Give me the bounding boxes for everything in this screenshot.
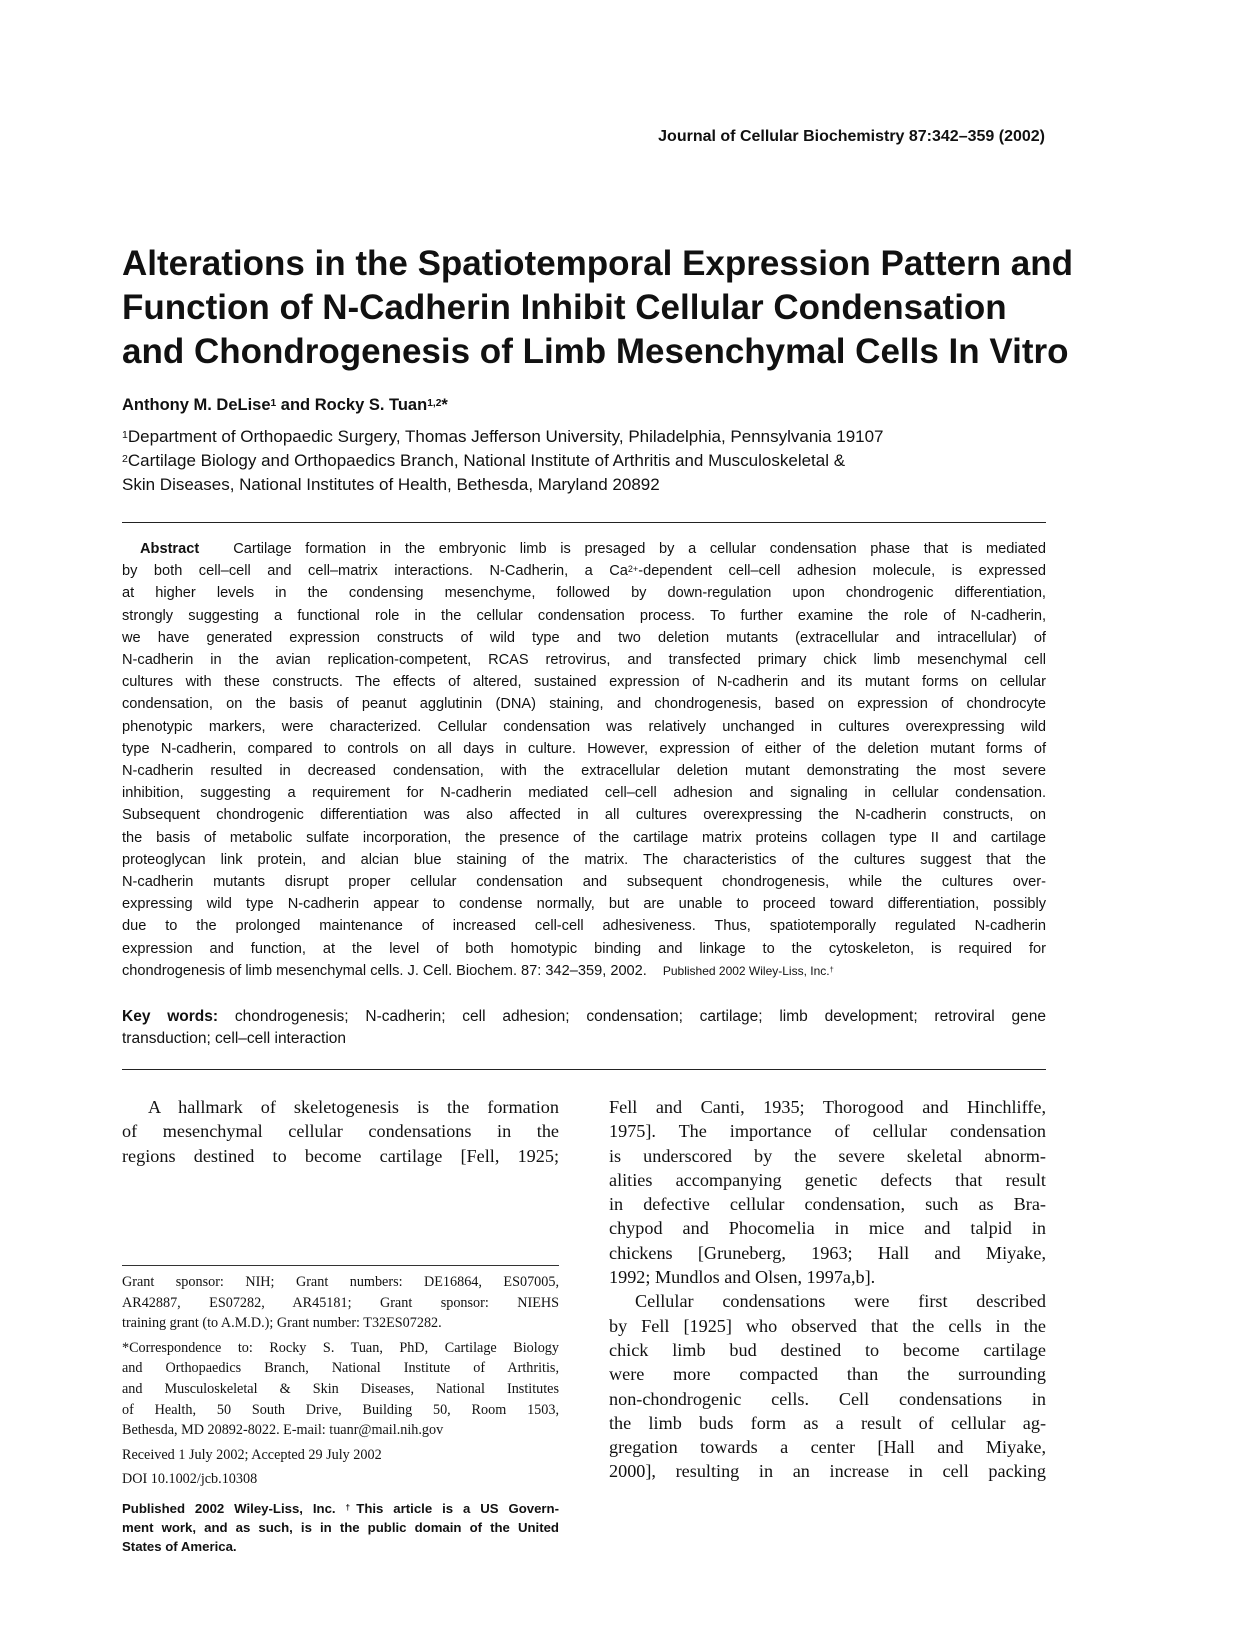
body-line: A hallmark of skeletogenesis is the formation [148,1097,559,1117]
keywords [122,1006,1046,1050]
body-line: non-chondrogenic cells. Cell condensations in [609,1388,1046,1409]
body-line: by Fell [1925] who observed that the cells in the [609,1315,1046,1336]
body-column-right [609,1095,1046,1484]
body-line: is underscored by the severe skeletal abnorm- [609,1145,1046,1166]
footnote-line: States of America. [122,1538,237,1554]
abstract-line [122,538,1046,560]
body-line: the limb buds form as a result of cellular ag- [609,1412,1046,1433]
author-name: Anthony M. DeLise [122,396,271,414]
abstract [122,538,1046,982]
abstract-line: N-cadherin in the avian replication-competent, RCAS retrovirus, and transfected primary chick limb mesenchymal cell [122,652,1046,669]
affiliation-text: Skin Diseases, National Institutes of Health, Bethesda, Maryland 20892 [122,475,660,494]
body-line: chick limb bud destined to become cartilage [609,1339,1046,1360]
affiliation-line [122,473,1042,497]
abstract-line: due to the prolonged maintenance of increased cell-cell adhesiveness. Thus, spatiotemporally regulated N-cadherin [122,918,1046,935]
abstract-line: expression and function, at the level of both homotypic binding and linkage to the cytoskeleton, is required for [122,940,1046,957]
body-line: of mesenchymal cellular condensations in the [122,1121,559,1142]
title-line: Alterations in the Spatiotemporal Expression Pattern and [122,244,1074,283]
affiliation-line [122,425,1042,449]
footnote-line: Bethesda, MD 20892-8022. E-mail: tuanr@mail.nih.gov [122,1422,444,1439]
abstract-line [122,960,1046,982]
abstract-line: at higher levels in the condensing mesenchyme, followed by down-regulation upon chondrogenic differentiation, [122,585,1046,602]
author-affiliation-marker: 1,2 [427,398,442,410]
abstract-line: cultures with these constructs. The effects of altered, sustained expression of N-cadherin and its mutant forms on cellular [122,674,1046,691]
footnote-line: training grant (to A.M.D.); Grant number: T32ES07282. [122,1315,442,1332]
abstract-line: strongly suggesting a functional role in the cellular condensation process. To further examine the role of N-cadherin, [122,607,1046,624]
footnote-line: and Musculoskeletal & Skin Diseases, National Institutes [122,1380,559,1397]
superscript: 2+ [627,564,639,575]
abstract-line: condensation, on the basis of peanut agglutinin (DNA) staining, and chondrogenesis, based on expression of chondrocyte [122,696,1046,713]
author-conjunction: and [276,396,315,414]
footnote-marker: † [345,1503,357,1513]
article-title [122,242,1122,374]
author-list [122,396,448,415]
correspondence-footnote [122,1338,559,1441]
keywords-label: Key words: [122,1008,219,1025]
body-line: chypod and Phocomelia in mice and talpid in [609,1218,1046,1239]
footnote-line: ment work, and as such, is in the public domain of the United [122,1519,559,1535]
divider [122,1069,1046,1070]
title-line: and Chondrogenesis of Limb Mesenchymal Cells In Vitro [122,332,1069,371]
publisher-text: Published 2002 Wiley-Liss, Inc. [122,1500,346,1516]
footnote-divider [122,1265,559,1266]
affiliation-text: Cartilage Biology and Orthopaedics Branch, National Institute of Arthritis and Musculoskeletal & [127,451,846,470]
divider [122,522,1046,523]
keywords-text: chondrogenesis; N-cadherin; cell adhesion; condensation; cartilage; limb development; retroviral gene [218,1008,1046,1025]
body-line: Fell and Canti, 1935; Thorogood and Hinchliffe, [609,1097,1046,1117]
abstract-text: by both cell–cell and cell–matrix interactions. N-Cadherin, a Ca [122,563,628,580]
abstract-line: N-cadherin resulted in decreased condensation, with the extracellular deletion mutant demonstrating the most severe [122,763,1046,780]
abstract-line: type N-cadherin, compared to controls on all days in culture. However, expression of either of the deletion mutant forms of [122,740,1046,757]
abstract-line: the basis of metabolic sulfate incorporation, the presence of the cartilage matrix proteins collagen type II and cartilage [122,829,1046,846]
body-line: alities accompanying genetic defects that result [609,1169,1046,1190]
abstract-line: phenotypic markers, were characterized. Cellular condensation was relatively unchanged in cultures overexpressing wild [122,718,1046,735]
abstract-text: -dependent cell–cell adhesion molecule, is expressed [638,563,1046,580]
abstract-line: proteoglycan link protein, and alcian blue staining of the matrix. The characteristics of the cultures suggest that the [122,851,1046,868]
body-line: were more compacted than the surrounding [609,1364,1046,1385]
affiliation-text: Department of Orthopaedic Surgery, Thomas Jefferson University, Philadelphia, Pennsylvania 19107 [127,427,884,446]
abstract-line: inhibition, suggesting a requirement for N-cadherin mediated cell–cell adhesion and signaling in cellular condensation. [122,785,1046,802]
journal-citation: Journal of Cellular Biochemistry 87:342–359 (2002) [658,128,1045,145]
affiliation-line [122,449,1042,473]
abstract-heading: Abstract [140,541,200,557]
keywords-line: transduction; cell–cell interaction [122,1030,347,1047]
body-line: 1975]. The importance of cellular condensation [609,1121,1046,1142]
body-line: chickens [Gruneberg, 1963; Hall and Miyake, [609,1242,1046,1263]
public-domain-text: This article is a US Govern- [356,1500,560,1516]
affiliation-marker: 1 [122,429,128,442]
public-domain-note [122,1500,559,1556]
body-line: in defective cellular condensation, such as Bra- [609,1194,1046,1215]
abstract-line: N-cadherin mutants disrupt proper cellular condensation and subsequent chondrogenesis, while the cultures over- [122,874,1046,891]
abstract-line: Subsequent chondrogenic differentiation was also affected in all cultures overexpressing the N-cadherin constructs, on [122,807,1046,824]
footnote-line [122,1500,559,1519]
author-name: Rocky S. Tuan [314,396,428,414]
publisher-note [663,964,834,978]
received-date: Received 1 July 2002; Accepted 29 July 2002 [122,1446,382,1463]
abstract-line [122,560,1046,582]
footnote-marker: † [829,965,834,975]
body-line: 1992; Mundlos and Olsen, 1997a,b]. [609,1267,876,1288]
footnotes [122,1272,559,1556]
body-line: gregation towards a center [Hall and Miyake, [609,1437,1046,1458]
publisher-text: Published 2002 Wiley-Liss, Inc. [662,963,830,978]
abstract-line: we have generated expression constructs of wild type and two deletion mutants (extracellular and intracellular) of [122,629,1046,646]
affiliation-marker: 2 [122,453,128,466]
body-line: regions destined to become cartilage [Fell, 1925; [122,1145,559,1166]
doi: DOI 10.1002/jcb.10308 [122,1471,258,1488]
footnote-line: *Correspondence to: Rocky S. Tuan, PhD, Cartilage Biology [122,1339,559,1356]
abstract-citation: chondrogenesis of limb mesenchymal cells. J. Cell. Biochem. 87: 342–359, 2002. [122,962,647,979]
abstract-text: Cartilage formation in the embryonic limb is presaged by a cellular condensation phase that is mediated [233,541,1046,557]
footnote-line: of Health, 50 South Drive, Building 50, Room 1503, [122,1401,559,1418]
body-column-left [122,1095,559,1168]
title-line: Function of N-Cadherin Inhibit Cellular Condensation [122,288,1007,327]
corresponding-author-marker: * [441,396,448,414]
keywords-line [122,1006,1046,1028]
grant-footnote [122,1272,559,1334]
body-line: Cellular condensations were first described [635,1291,1046,1312]
footnote-line: AR42887, ES07282, AR45181; Grant sponsor: NIEHS [122,1294,559,1311]
author-affiliation-marker: 1 [270,398,277,410]
body-line: 2000], resulting in an increase in cell packing [609,1461,1046,1482]
abstract-line: expressing wild type N-cadherin appear to condense normally, but are unable to proceed toward differentiation, possibly [122,896,1046,913]
affiliations [122,425,1042,497]
footnote-line: Grant sponsor: NIH; Grant numbers: DE16864, ES07005, [122,1274,559,1290]
footnote-line: and Orthopaedics Branch, National Institute of Arthritis, [122,1360,559,1377]
